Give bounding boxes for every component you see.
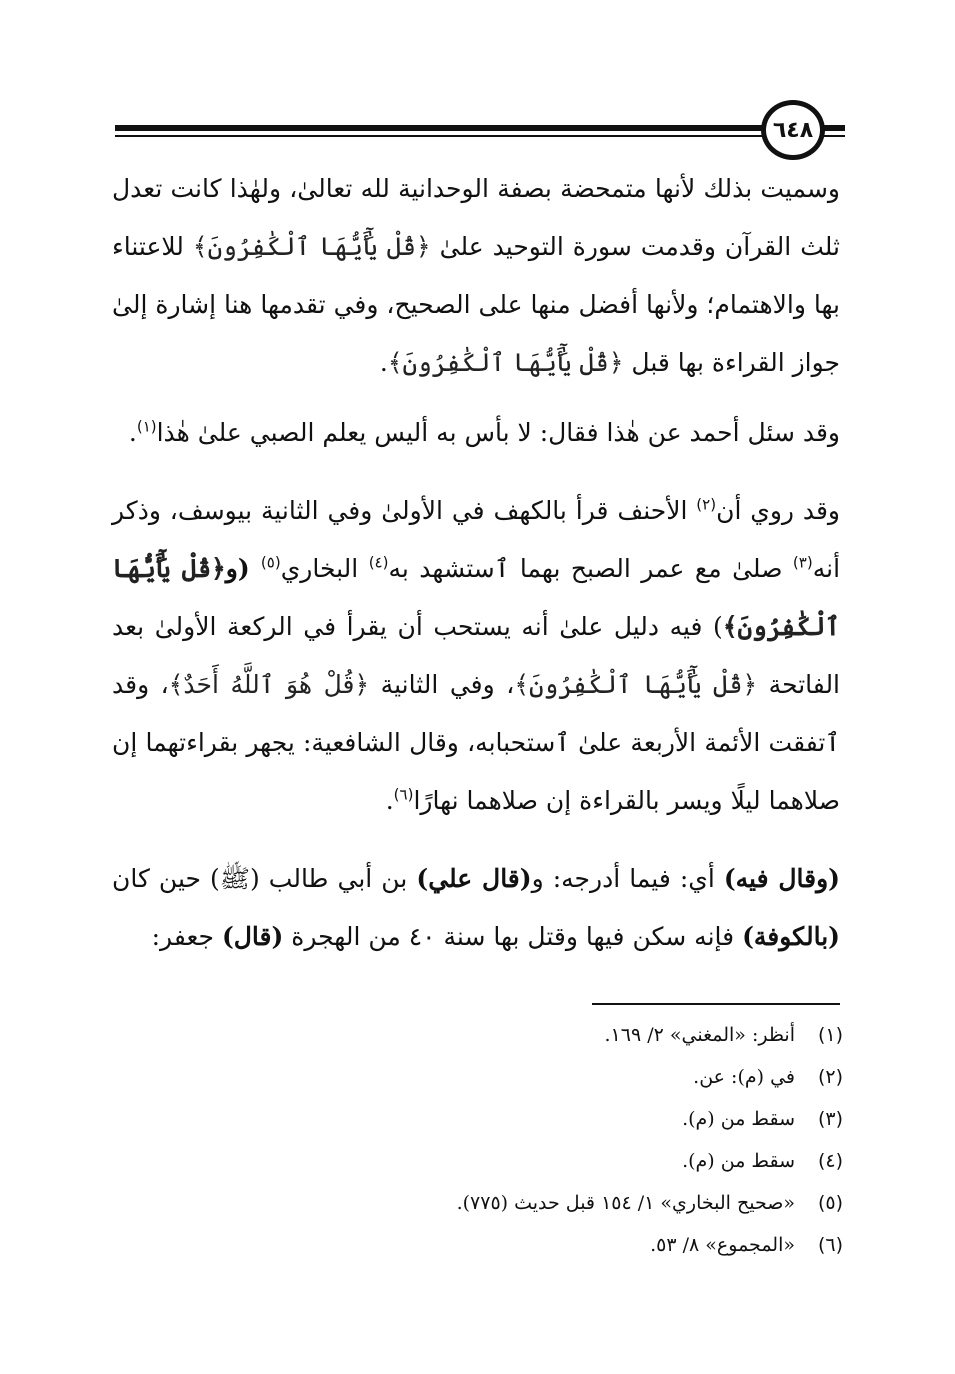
text: أي: فيما أدرجه: و — [531, 864, 724, 893]
footnote-item — [243, 1014, 843, 1056]
quran-verse: ﴿قُلْ هُوَ ٱللَّهُ أَحَدٌ﴾ — [168, 670, 370, 699]
quran-verse: ﴿قُلْ يَٰٓأَيُّهَا ٱلْكَٰفِرُونَ﴾ — [112, 554, 840, 641]
footnote-item — [243, 1140, 843, 1182]
text: وقد سئل أحمد عن هٰذا فقال: لا بأس به أليس يعلم الصبي علىٰ هٰذا — [156, 418, 840, 447]
footnote-ref[interactable]: (٥) — [260, 553, 281, 572]
footnote-number: (٦) — [817, 1234, 843, 1256]
text: ، وقد ٱتفقت الأئمة الأربعة علىٰ ٱستحبابه، وقال الشافعية: يجهر بقراءتهما إن صلاهما ليلًا ويسر بالقراءة إن صلاهما نهارًا — [112, 670, 840, 815]
quran-verse: ﴿قُلْ يَٰٓأَيُّهَا ٱلْكَٰفِرُونَ﴾ — [192, 232, 431, 261]
text: وسميت بذلك لأنها متمحضة بصفة الوحدانية لله تعالىٰ، ولهٰذا كانت تعدل ثلث القرآن وقدمت سورة التوحيد علىٰ — [112, 174, 840, 261]
text: البخاري — [280, 554, 369, 583]
header-rule-thin — [115, 135, 845, 137]
main-text — [112, 160, 840, 978]
text: صلىٰ مع عمر الصبح بهما ٱستشهد به — [388, 554, 793, 583]
text: ) فيه دليل علىٰ أنه يستحب أن يقرأ في الركعة الأولىٰ بعد الفاتحة — [112, 612, 841, 699]
text: . — [379, 348, 388, 377]
footnote-text: في (م): عن. — [693, 1066, 795, 1088]
text: بن أبي طالب (ﷺ) حين كان — [112, 864, 417, 893]
quran-verse: ﴿قُلْ يَٰٓأَيُّهَا ٱلْكَٰفِرُونَ﴾ — [387, 348, 624, 377]
footnotes-list — [243, 1014, 843, 1266]
paragraph-4 — [112, 850, 840, 966]
text: للاعتناء بها والاهتمام؛ ولأنها أفضل منها على الصحيح، وفي تقدمها هنا إشارة إلىٰ جواز القراءة بها قبل — [112, 232, 841, 377]
footnote-text: «المجموع» ٨/ ٥٣. — [650, 1234, 795, 1256]
footnote-text: «صحيح البخاري» ١/ ١٥٤ قبل حديث (٧٧٥). — [456, 1192, 795, 1214]
paragraph-1 — [112, 160, 840, 392]
text: (و — [225, 554, 261, 583]
text: وقد روي أن — [716, 496, 840, 525]
text: . — [128, 418, 137, 447]
footnote-item — [243, 1224, 843, 1266]
page-number-badge — [761, 100, 825, 160]
bold-text: (وقال فيه) — [723, 864, 840, 893]
bold-text: (بالكوفة) — [742, 922, 840, 951]
footnote-text: سقط من (م). — [682, 1150, 795, 1172]
bold-text: (قال علي) — [416, 864, 532, 893]
text: الأحنف قرأ بالكهف في الأولىٰ وفي الثانية بيوسف، وذكر أنه — [112, 496, 841, 583]
quran-verse: ﴿قُلْ يَٰٓأَيُّهَا ٱلْكَٰفِرُونَ﴾ — [514, 670, 758, 699]
text: فإنه سكن فيها وقتل بها سنة ٤٠ من الهجرة — [283, 922, 743, 951]
header-rule-thick — [115, 125, 845, 131]
footnote-ref[interactable]: (١) — [136, 417, 157, 436]
footnote-ref[interactable]: (٦) — [393, 785, 414, 804]
footnote-ref[interactable]: (٣) — [792, 553, 813, 572]
footnote-ref[interactable]: (٢) — [696, 495, 717, 514]
footnote-divider — [592, 1003, 840, 1005]
paragraph-3 — [112, 482, 840, 830]
footnote-number: (١) — [817, 1024, 843, 1046]
paragraph-2 — [112, 404, 840, 462]
footnote-item — [243, 1182, 843, 1224]
footnote-text: سقط من (م). — [682, 1108, 795, 1130]
footnote-item — [243, 1056, 843, 1098]
text: ، وفي الثانية — [369, 670, 515, 699]
footnote-number: (٤) — [817, 1150, 843, 1172]
footnote-ref[interactable]: (٤) — [368, 553, 389, 572]
footnote-number: (٥) — [817, 1192, 843, 1214]
bold-text: (قال) — [221, 922, 284, 951]
text: جعفر: — [151, 922, 222, 951]
page-number: ٦٤٨ — [772, 117, 814, 143]
text: . — [385, 786, 394, 815]
footnote-number: (٣) — [817, 1108, 843, 1130]
footnote-item — [243, 1098, 843, 1140]
footnote-text: أنظر: «المغني» ٢/ ١٦٩. — [604, 1024, 795, 1046]
footnote-number: (٢) — [817, 1066, 843, 1088]
